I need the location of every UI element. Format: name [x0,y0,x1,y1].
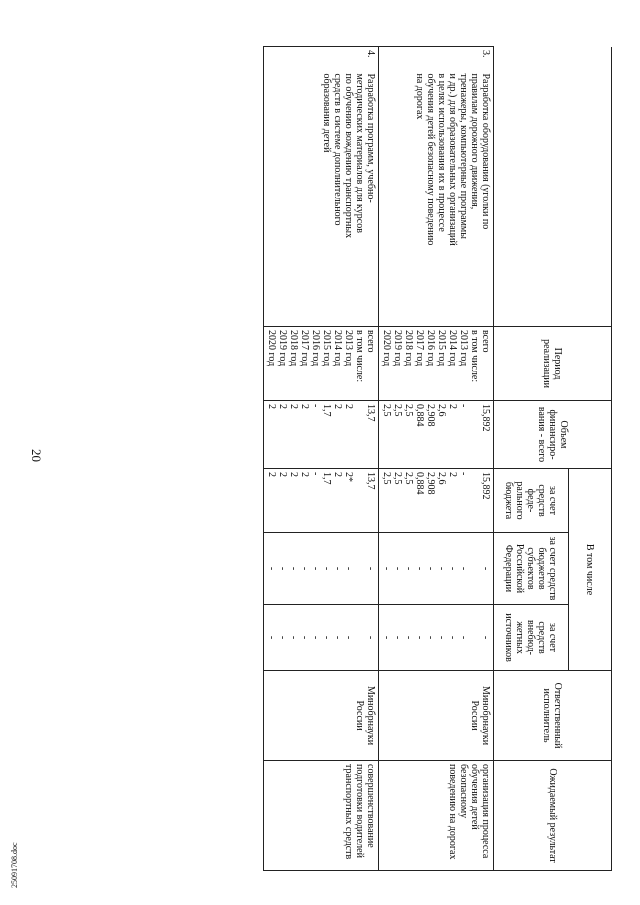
extra-cell-line: - [381,635,392,640]
table-row [379,47,494,871]
period-cell-line: 2014 год [447,330,458,367]
extra-cell-line: - [277,635,288,640]
executor-cell [264,671,379,761]
header-federal: за счет средств феде-рального бюджета [494,469,569,533]
extra-cell-line: - [447,635,458,640]
period-cell-line: 2016 год [425,330,436,367]
regional-cell-line: - [458,566,469,571]
federal-cell-line: 2 [299,472,310,477]
total-cell-line: 2,5 [381,404,392,417]
federal-cell-line [469,472,480,529]
federal-cell-line: 15,892 [480,472,491,500]
total-cell-line: 2,908 [425,404,436,427]
extra-cell-line: - [458,635,469,640]
period-cell [379,327,494,401]
regional-cell-line [354,536,365,601]
activity-description-line: средств в системе дополнительного [332,73,343,226]
extra-cell-line: - [436,635,447,640]
period-cell [264,327,379,401]
total-cell-line: 2 [266,404,277,409]
period-cell-line: 2013 год [343,330,354,367]
regional-cell-line: - [332,566,343,571]
activity-description-line: в целях использования их в процессе [436,73,447,232]
table-row [264,47,379,871]
period-cell-line: 2017 год [299,330,310,367]
regional-cell-line: - [447,566,458,571]
regional-cell-line: - [343,566,354,571]
extra-cell [264,605,379,671]
row-number: 3. [379,47,494,71]
period-cell-line: 2019 год [392,330,403,367]
header-extra: за счет средств внебюд-жетных источников [494,605,569,671]
total-cell-line: 2 [288,404,299,409]
regional-cell-line: - [321,566,332,571]
federal-cell-line: 2,908 [425,472,436,495]
total-cell [379,401,494,469]
total-cell-line: 0,884 [414,404,425,427]
total-cell-line: 2,5 [392,404,403,417]
header-result: Ожидаемый результат [494,761,612,871]
regional-cell-line: - [436,566,447,571]
activity-description-line: тренажеры, компьютерные программы [458,73,469,239]
total-cell-line: 2 [332,404,343,409]
federal-cell-line: 2 [288,472,299,477]
federal-cell [379,469,494,533]
regional-cell-line: - [299,566,310,571]
header-executor: Ответственный исполнитель [494,671,612,761]
page-number: 20 [29,449,44,462]
period-cell-line: 2020 год [266,330,277,367]
header-total: Объем финансиро-вания - всего [494,401,612,469]
period-cell-line: всего [480,330,491,353]
extra-cell-line [354,608,365,667]
federal-cell-line: 0,884 [414,472,425,495]
federal-cell-line: 1,7 [321,472,332,485]
footer-filename: 25091708.doc [10,842,19,888]
result-cell-line: поведению на дорогах [447,764,458,860]
total-cell-line: 1,7 [321,404,332,417]
federal-cell-line: 2 [447,472,458,477]
regional-cell-line: - [288,566,299,571]
federal-cell-line: 2,5 [392,472,403,485]
period-cell-line: 2020 год [381,330,392,367]
extra-cell-line: - [403,635,414,640]
total-cell-line: 2,6 [436,404,447,417]
regional-cell-line: - [403,566,414,571]
period-cell-line: 2016 год [310,330,321,367]
period-cell-line: 2017 год [414,330,425,367]
total-cell-line: 2 [447,404,458,409]
result-cell-line: организация процесса [480,764,491,859]
result-cell-line: обучения детей [469,764,480,830]
total-cell-line: 2 [343,404,354,409]
activity-description-line: по обучению вождению транспортных [343,73,354,239]
result-cell [379,761,494,871]
federal-cell-line: 2,5 [403,472,414,485]
period-cell-line: 2015 год [436,330,447,367]
regional-cell-line: - [310,566,321,571]
period-cell-line: в том числе: [354,330,365,383]
federal-cell-line: 2 [332,472,343,477]
period-cell-line: 2019 год [277,330,288,367]
total-cell [264,401,379,469]
extra-cell-line: - [299,635,310,640]
period-cell-line: в том числе: [469,330,480,383]
regional-cell-line: - [414,566,425,571]
row-number: 4. [264,47,379,71]
total-cell-line: 2 [277,404,288,409]
period-cell-line: 2018 год [403,330,414,367]
activity-description [264,71,379,327]
regional-cell-line: - [381,566,392,571]
period-cell-line: 2014 год [332,330,343,367]
activity-description-line: на дорогах [414,73,425,120]
federal-cell-line: 2,6 [436,472,447,485]
activity-description-line: методических материалов для курсов [354,73,365,233]
executor-cell-line: Минобрнауки [480,685,491,746]
extra-cell [379,605,494,671]
total-cell-line: 15,892 [480,404,491,432]
period-cell-line: 2015 год [321,330,332,367]
header-blank-cell [494,47,612,327]
header-period: Период реализации [494,327,612,401]
federal-cell-line: 13,7 [365,472,376,490]
regional-cell-line: - [277,566,288,571]
activity-description-line: образования детей [321,73,332,153]
regional-cell-line: - [392,566,403,571]
executor-cell [379,671,494,761]
activity-description-line: Разработка программ, учебно- [365,73,376,203]
extra-cell-line: - [310,635,321,640]
regional-cell-line: - [425,566,436,571]
regional-cell-line: - [480,566,491,571]
result-cell-line: подготовки водителей [354,764,365,858]
federal-cell-line: 2,5 [381,472,392,485]
activity-description-line: Разработка оборудования (уголки по [480,73,491,230]
federal-cell-line: 2 [266,472,277,477]
regional-cell [264,533,379,605]
total-cell-line: 2 [299,404,310,409]
total-cell-line: - [458,404,469,408]
table-body [264,47,494,871]
regional-cell-line: - [365,566,376,571]
federal-cell [264,469,379,533]
activity-description-line: и др.) для образовательных организаций [447,73,458,246]
federal-cell-line: 2* [343,472,354,482]
executor-cell-line: России [469,700,480,731]
activity-description-line: правилам дорожного движения, [469,73,480,210]
regional-cell-line: - [266,566,277,571]
extra-cell-line: - [414,635,425,640]
period-cell-line: 2018 год [288,330,299,367]
extra-cell-line: - [480,635,491,640]
rotated-table-container [60,46,612,870]
extra-cell-line: - [266,635,277,640]
header-regional: за счет средств бюджетов субъектов Российской Федерации [494,533,569,605]
result-cell-line: транспортных средств [343,764,354,860]
extra-cell-line: - [425,635,436,640]
federal-cell-line: 2 [277,472,288,477]
extra-cell-line: - [365,635,376,640]
executor-cell-line: России [354,700,365,731]
activity-description-line: обучения детей безопасному поведению [425,73,436,246]
extra-cell-line [469,608,480,667]
executor-cell-line: Минобрнауки [365,685,376,746]
table-header [494,47,612,871]
period-cell-line: всего [365,330,376,353]
federal-cell-line [354,472,365,529]
period-cell-line: 2013 год [458,330,469,367]
extra-cell-line: - [332,635,343,640]
regional-cell [379,533,494,605]
extra-cell-line: - [392,635,403,640]
total-cell-line [469,404,480,465]
activity-description [379,71,494,327]
total-cell-line: 13,7 [365,404,376,422]
header-including: В том числе [569,469,612,671]
result-cell [264,761,379,871]
federal-cell-line: - [310,472,321,476]
federal-cell-line: - [458,472,469,476]
total-cell-line [354,404,365,465]
result-cell-line: совершенствование [365,764,376,848]
total-cell-line: 2,5 [403,404,414,417]
extra-cell-line: - [288,635,299,640]
extra-cell-line: - [321,635,332,640]
total-cell-line: - [310,404,321,408]
result-cell-line: безопасному [458,764,469,819]
activities-table [263,46,612,871]
regional-cell-line [469,536,480,601]
extra-cell-line: - [343,635,354,640]
